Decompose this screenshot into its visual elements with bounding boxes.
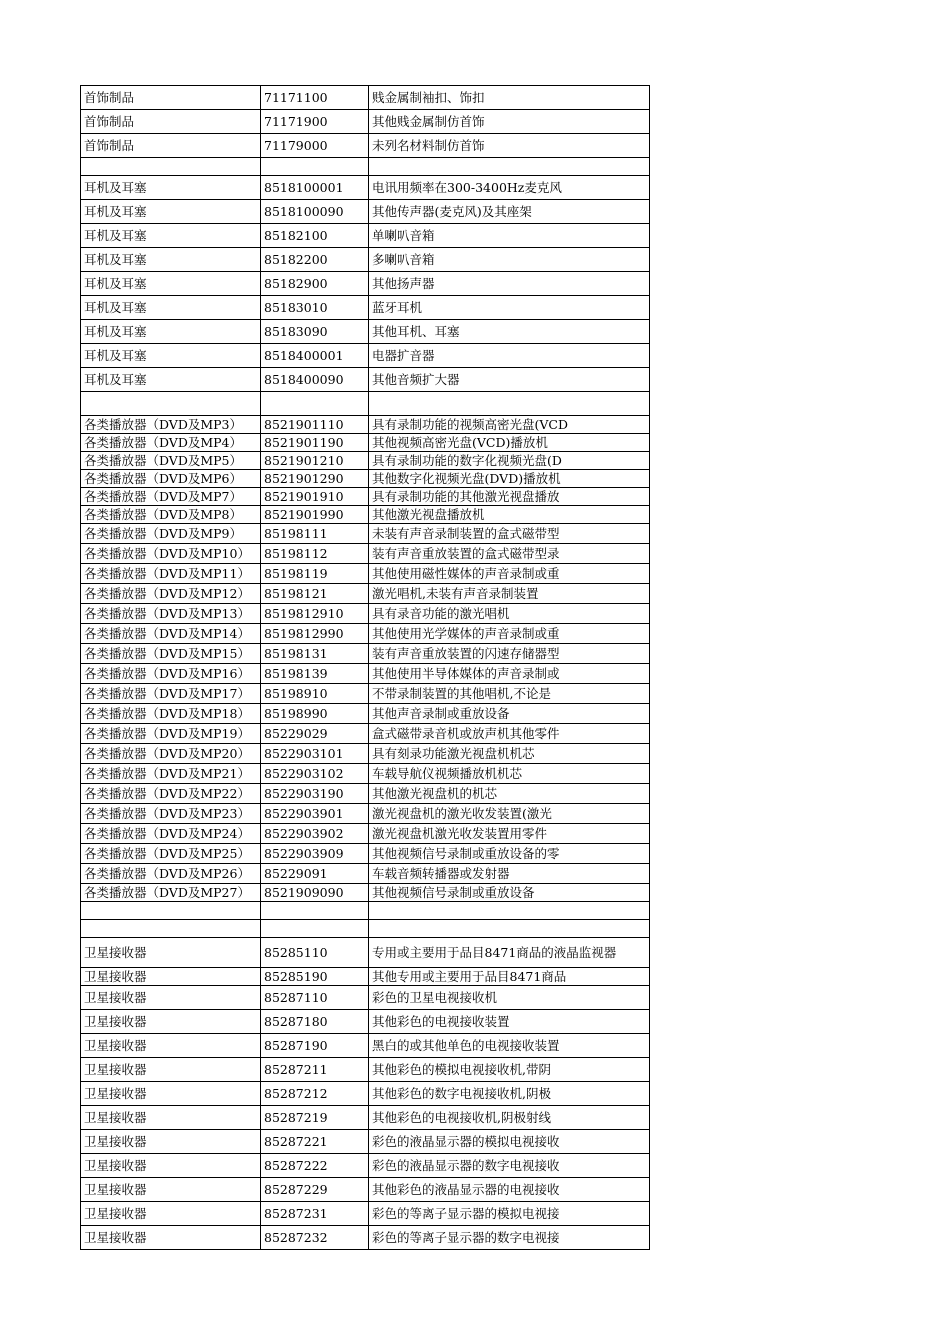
cell-category[interactable]: 各类播放器（DVD及MP19） xyxy=(81,724,261,744)
cell-description[interactable]: 装有声音重放装置的闪速存储器型 xyxy=(369,644,650,664)
table-row xyxy=(81,986,650,1010)
cell-code[interactable]: 85182900 xyxy=(261,272,369,296)
cell-category[interactable]: 耳机及耳塞 xyxy=(81,320,261,344)
cell-category[interactable]: 各类播放器（DVD及MP6） xyxy=(81,470,261,488)
table-row xyxy=(81,86,650,110)
table-row xyxy=(81,584,650,604)
table-row xyxy=(81,938,650,968)
cell-code[interactable]: 85183010 xyxy=(261,296,369,320)
cell-category[interactable]: 各类播放器（DVD及MP17） xyxy=(81,684,261,704)
table-row xyxy=(81,644,650,664)
cell-category[interactable]: 各类播放器（DVD及MP5） xyxy=(81,452,261,470)
table-row xyxy=(81,1202,650,1226)
table-row xyxy=(81,392,650,416)
cell-category[interactable]: 各类播放器（DVD及MP11） xyxy=(81,564,261,584)
cell-code[interactable]: 85287211 xyxy=(261,1058,369,1082)
cell-code[interactable]: 8522903101 xyxy=(261,744,369,764)
cell-description[interactable]: 激光视盘机的激光收发装置(激光 xyxy=(369,804,650,824)
cell-category[interactable]: 卫星接收器 xyxy=(81,1130,261,1154)
cell-code[interactable]: 8519812910 xyxy=(261,604,369,624)
cell-code[interactable]: 85183090 xyxy=(261,320,369,344)
cell-code[interactable]: 85287110 xyxy=(261,986,369,1010)
cell-description[interactable]: 彩色的等离子显示器的数字电视接 xyxy=(369,1226,650,1250)
table-row xyxy=(81,1058,650,1082)
table-row xyxy=(81,724,650,744)
cell-description[interactable]: 其他视频信号录制或重放设备的零 xyxy=(369,844,650,864)
cell-code[interactable]: 85198990 xyxy=(261,704,369,724)
cell-code[interactable]: 71171900 xyxy=(261,110,369,134)
cell-category[interactable]: 各类播放器（DVD及MP7） xyxy=(81,488,261,506)
cell-code[interactable]: 85287212 xyxy=(261,1082,369,1106)
cell-code[interactable]: 8518400090 xyxy=(261,368,369,392)
cell-description[interactable]: 蓝牙耳机 xyxy=(369,296,650,320)
cell-description[interactable]: 具有录制功能的数字化视频光盘(D xyxy=(369,452,650,470)
cell-code[interactable]: 85287190 xyxy=(261,1034,369,1058)
table-row xyxy=(81,1034,650,1058)
cell-category[interactable]: 各类播放器（DVD及MP22） xyxy=(81,784,261,804)
cell-code[interactable]: 85198111 xyxy=(261,524,369,544)
cell-category[interactable]: 卫星接收器 xyxy=(81,986,261,1010)
cell-description[interactable]: 其他激光视盘机的机芯 xyxy=(369,784,650,804)
table-row xyxy=(81,1130,650,1154)
cell-code[interactable]: 85287232 xyxy=(261,1226,369,1250)
cell-code[interactable]: 85287231 xyxy=(261,1202,369,1226)
cell-description[interactable]: 单喇叭音箱 xyxy=(369,224,650,248)
cell-code[interactable]: 8522903102 xyxy=(261,764,369,784)
cell-code[interactable]: 8521901990 xyxy=(261,506,369,524)
cell-code[interactable] xyxy=(261,920,369,938)
cell-category[interactable]: 耳机及耳塞 xyxy=(81,200,261,224)
table-row xyxy=(81,844,650,864)
table-row xyxy=(81,158,650,176)
cell-category[interactable]: 卫星接收器 xyxy=(81,1106,261,1130)
cell-category[interactable]: 各类播放器（DVD及MP14） xyxy=(81,624,261,644)
cell-code[interactable]: 8522903909 xyxy=(261,844,369,864)
cell-category[interactable]: 各类播放器（DVD及MP25） xyxy=(81,844,261,864)
cell-category[interactable]: 卫星接收器 xyxy=(81,1034,261,1058)
cell-description[interactable]: 盒式磁带录音机或放声机其他零件 xyxy=(369,724,650,744)
cell-category[interactable]: 卫星接收器 xyxy=(81,1154,261,1178)
cell-category[interactable] xyxy=(81,392,261,416)
cell-category[interactable] xyxy=(81,158,261,176)
cell-code[interactable] xyxy=(261,392,369,416)
table-row xyxy=(81,524,650,544)
cell-code[interactable]: 8519812990 xyxy=(261,624,369,644)
cell-description[interactable]: 其他彩色的液晶显示器的电视接收 xyxy=(369,1178,650,1202)
cell-category[interactable]: 卫星接收器 xyxy=(81,1058,261,1082)
cell-category[interactable]: 各类播放器（DVD及MP21） xyxy=(81,764,261,784)
cell-description[interactable]: 贱金属制袖扣、饰扣 xyxy=(369,86,650,110)
table-row xyxy=(81,416,650,434)
cell-description[interactable]: 其他使用磁性媒体的声音录制或重 xyxy=(369,564,650,584)
cell-code[interactable]: 8522903190 xyxy=(261,784,369,804)
cell-description[interactable]: 专用或主要用于品目8471商品的液晶监视器 xyxy=(369,938,650,968)
cell-description[interactable]: 彩色的卫星电视接收机 xyxy=(369,986,650,1010)
cell-description[interactable]: 彩色的液晶显示器的模拟电视接收 xyxy=(369,1130,650,1154)
table-row xyxy=(81,864,650,884)
cell-code[interactable]: 85287222 xyxy=(261,1154,369,1178)
table-row xyxy=(81,248,650,272)
cell-description[interactable]: 具有录制功能的视频高密光盘(VCD xyxy=(369,416,650,434)
cell-description[interactable]: 彩色的等离子显示器的模拟电视接 xyxy=(369,1202,650,1226)
cell-category[interactable]: 各类播放器（DVD及MP15） xyxy=(81,644,261,664)
cell-category[interactable]: 卫星接收器 xyxy=(81,1226,261,1250)
cell-description[interactable]: 未装有声音录制装置的盒式磁带型 xyxy=(369,524,650,544)
table-row xyxy=(81,884,650,902)
cell-description[interactable] xyxy=(369,920,650,938)
table-row xyxy=(81,452,650,470)
cell-code[interactable]: 85198112 xyxy=(261,544,369,564)
cell-code[interactable]: 8518400001 xyxy=(261,344,369,368)
cell-description[interactable]: 其他专用或主要用于品目8471商品 xyxy=(369,968,650,986)
cell-description[interactable]: 其他声音录制或重放设备 xyxy=(369,704,650,724)
cell-code[interactable]: 8521901910 xyxy=(261,488,369,506)
cell-code[interactable]: 85182100 xyxy=(261,224,369,248)
table-row xyxy=(81,344,650,368)
cell-description[interactable]: 其他彩色的模拟电视接收机,带阴 xyxy=(369,1058,650,1082)
cell-description[interactable]: 其他视频高密光盘(VCD)播放机 xyxy=(369,434,650,452)
cell-description[interactable] xyxy=(369,392,650,416)
cell-category[interactable]: 各类播放器（DVD及MP18） xyxy=(81,704,261,724)
cell-code[interactable] xyxy=(261,902,369,920)
cell-code[interactable]: 85287221 xyxy=(261,1130,369,1154)
cell-category[interactable]: 各类播放器（DVD及MP23） xyxy=(81,804,261,824)
cell-category[interactable]: 各类播放器（DVD及MP20） xyxy=(81,744,261,764)
cell-code[interactable]: 8521901210 xyxy=(261,452,369,470)
cell-category[interactable]: 首饰制品 xyxy=(81,110,261,134)
table-row xyxy=(81,134,650,158)
table-row xyxy=(81,1226,650,1250)
cell-description[interactable]: 其他扬声器 xyxy=(369,272,650,296)
cell-code[interactable]: 8521901290 xyxy=(261,470,369,488)
cell-category[interactable]: 卫星接收器 xyxy=(81,1202,261,1226)
cell-code[interactable]: 8521901110 xyxy=(261,416,369,434)
cell-description[interactable]: 电器扩音器 xyxy=(369,344,650,368)
table-row xyxy=(81,684,650,704)
cell-category[interactable]: 首饰制品 xyxy=(81,134,261,158)
cell-description[interactable]: 其他视频信号录制或重放设备 xyxy=(369,884,650,902)
cell-category[interactable]: 卫星接收器 xyxy=(81,1010,261,1034)
cell-code[interactable]: 85198121 xyxy=(261,584,369,604)
cell-code[interactable]: 85198131 xyxy=(261,644,369,664)
table-row xyxy=(81,224,650,248)
cell-category[interactable]: 各类播放器（DVD及MP27） xyxy=(81,884,261,902)
cell-description[interactable]: 车载音频转播器或发射器 xyxy=(369,864,650,884)
cell-description[interactable]: 其他激光视盘播放机 xyxy=(369,506,650,524)
table-row xyxy=(81,564,650,584)
cell-code[interactable]: 85287229 xyxy=(261,1178,369,1202)
cell-category[interactable]: 耳机及耳塞 xyxy=(81,368,261,392)
table-row xyxy=(81,604,650,624)
table-row xyxy=(81,470,650,488)
cell-code[interactable]: 85287219 xyxy=(261,1106,369,1130)
table-row xyxy=(81,544,650,564)
cell-description[interactable]: 具有刻录功能激光视盘机机芯 xyxy=(369,744,650,764)
table-row xyxy=(81,176,650,200)
cell-category[interactable]: 首饰制品 xyxy=(81,86,261,110)
cell-code[interactable]: 71179000 xyxy=(261,134,369,158)
table-row xyxy=(81,1106,650,1130)
cell-category[interactable]: 各类播放器（DVD及MP16） xyxy=(81,664,261,684)
table-row xyxy=(81,664,650,684)
cell-code[interactable]: 85287180 xyxy=(261,1010,369,1034)
cell-code[interactable]: 8522903902 xyxy=(261,824,369,844)
cell-code[interactable]: 85285190 xyxy=(261,968,369,986)
cell-description[interactable]: 装有声音重放装置的盒式磁带型录 xyxy=(369,544,650,564)
table-row xyxy=(81,1154,650,1178)
cell-category[interactable] xyxy=(81,920,261,938)
table-row xyxy=(81,784,650,804)
cell-category[interactable]: 各类播放器（DVD及MP12） xyxy=(81,584,261,604)
table-row xyxy=(81,704,650,724)
cell-code[interactable]: 8522903901 xyxy=(261,804,369,824)
cell-description[interactable]: 其他使用光学媒体的声音录制或重 xyxy=(369,624,650,644)
cell-description[interactable] xyxy=(369,902,650,920)
cell-description[interactable]: 具有录音功能的激光唱机 xyxy=(369,604,650,624)
cell-code[interactable]: 8518100001 xyxy=(261,176,369,200)
cell-description[interactable]: 激光唱机,未装有声音录制装置 xyxy=(369,584,650,604)
cell-code[interactable] xyxy=(261,158,369,176)
table-row xyxy=(81,824,650,844)
cell-description[interactable] xyxy=(369,158,650,176)
table-row xyxy=(81,902,650,920)
cell-description[interactable]: 未列名材料制仿首饰 xyxy=(369,134,650,158)
cell-description[interactable]: 不带录制装置的其他唱机,不论是 xyxy=(369,684,650,704)
table-row xyxy=(81,804,650,824)
table-row xyxy=(81,506,650,524)
cell-code[interactable]: 85198139 xyxy=(261,664,369,684)
cell-category[interactable]: 卫星接收器 xyxy=(81,938,261,968)
table-row xyxy=(81,200,650,224)
cell-category[interactable]: 各类播放器（DVD及MP8） xyxy=(81,506,261,524)
cell-category[interactable]: 耳机及耳塞 xyxy=(81,224,261,248)
table-row xyxy=(81,110,650,134)
cell-category[interactable]: 卫星接收器 xyxy=(81,968,261,986)
cell-description[interactable]: 激光视盘机激光收发装置用零件 xyxy=(369,824,650,844)
cell-code[interactable]: 85182200 xyxy=(261,248,369,272)
cell-description[interactable]: 其他彩色的电视接收机,阴极射线 xyxy=(369,1106,650,1130)
cell-code[interactable]: 8521909090 xyxy=(261,884,369,902)
table-body xyxy=(81,86,650,1250)
table-row xyxy=(81,744,650,764)
cell-description[interactable]: 多喇叭音箱 xyxy=(369,248,650,272)
cell-description[interactable]: 电讯用频率在300-3400Hz麦克风 xyxy=(369,176,650,200)
cell-category[interactable]: 各类播放器（DVD及MP3） xyxy=(81,416,261,434)
cell-description[interactable]: 其他音频扩大器 xyxy=(369,368,650,392)
table-row xyxy=(81,1010,650,1034)
table-row xyxy=(81,920,650,938)
cell-category[interactable]: 耳机及耳塞 xyxy=(81,248,261,272)
table-row xyxy=(81,968,650,986)
cell-description[interactable]: 黑白的或其他单色的电视接收装置 xyxy=(369,1034,650,1058)
table-row xyxy=(81,320,650,344)
cell-code[interactable]: 85229091 xyxy=(261,864,369,884)
cell-description[interactable]: 彩色的液晶显示器的数字电视接收 xyxy=(369,1154,650,1178)
table-row xyxy=(81,296,650,320)
cell-category[interactable]: 耳机及耳塞 xyxy=(81,176,261,200)
table-row xyxy=(81,488,650,506)
cell-category[interactable]: 耳机及耳塞 xyxy=(81,296,261,320)
cell-category[interactable]: 各类播放器（DVD及MP4） xyxy=(81,434,261,452)
cell-category[interactable]: 各类播放器（DVD及MP26） xyxy=(81,864,261,884)
cell-code[interactable]: 71171100 xyxy=(261,86,369,110)
table-row xyxy=(81,272,650,296)
cell-description[interactable]: 其他彩色的数字电视接收机,阴极 xyxy=(369,1082,650,1106)
cell-category[interactable] xyxy=(81,902,261,920)
cell-category[interactable]: 卫星接收器 xyxy=(81,1178,261,1202)
cell-code[interactable]: 85285110 xyxy=(261,938,369,968)
cell-category[interactable]: 各类播放器（DVD及MP24） xyxy=(81,824,261,844)
cell-code[interactable]: 85198910 xyxy=(261,684,369,704)
cell-category[interactable]: 各类播放器（DVD及MP9） xyxy=(81,524,261,544)
table-row xyxy=(81,624,650,644)
table-row xyxy=(81,764,650,784)
table-row xyxy=(81,1082,650,1106)
table-row xyxy=(81,434,650,452)
cell-code[interactable]: 8518100090 xyxy=(261,200,369,224)
cell-category[interactable]: 卫星接收器 xyxy=(81,1082,261,1106)
cell-category[interactable]: 耳机及耳塞 xyxy=(81,272,261,296)
cell-code[interactable]: 85229029 xyxy=(261,724,369,744)
spreadsheet-table xyxy=(80,85,650,1250)
cell-description[interactable]: 其他彩色的电视接收装置 xyxy=(369,1010,650,1034)
cell-description[interactable]: 其他传声器(麦克风)及其座架 xyxy=(369,200,650,224)
cell-category[interactable]: 各类播放器（DVD及MP13） xyxy=(81,604,261,624)
cell-code[interactable]: 8521901190 xyxy=(261,434,369,452)
cell-category[interactable]: 耳机及耳塞 xyxy=(81,344,261,368)
cell-description[interactable]: 车载导航仪视频播放机机芯 xyxy=(369,764,650,784)
cell-description[interactable]: 其他使用半导体媒体的声音录制或 xyxy=(369,664,650,684)
table-row xyxy=(81,368,650,392)
cell-description[interactable]: 具有录制功能的其他激光视盘播放 xyxy=(369,488,650,506)
cell-description[interactable]: 其他数字化视频光盘(DVD)播放机 xyxy=(369,470,650,488)
cell-description[interactable]: 其他贱金属制仿首饰 xyxy=(369,110,650,134)
cell-description[interactable]: 其他耳机、耳塞 xyxy=(369,320,650,344)
cell-code[interactable]: 85198119 xyxy=(261,564,369,584)
cell-category[interactable]: 各类播放器（DVD及MP10） xyxy=(81,544,261,564)
table-row xyxy=(81,1178,650,1202)
